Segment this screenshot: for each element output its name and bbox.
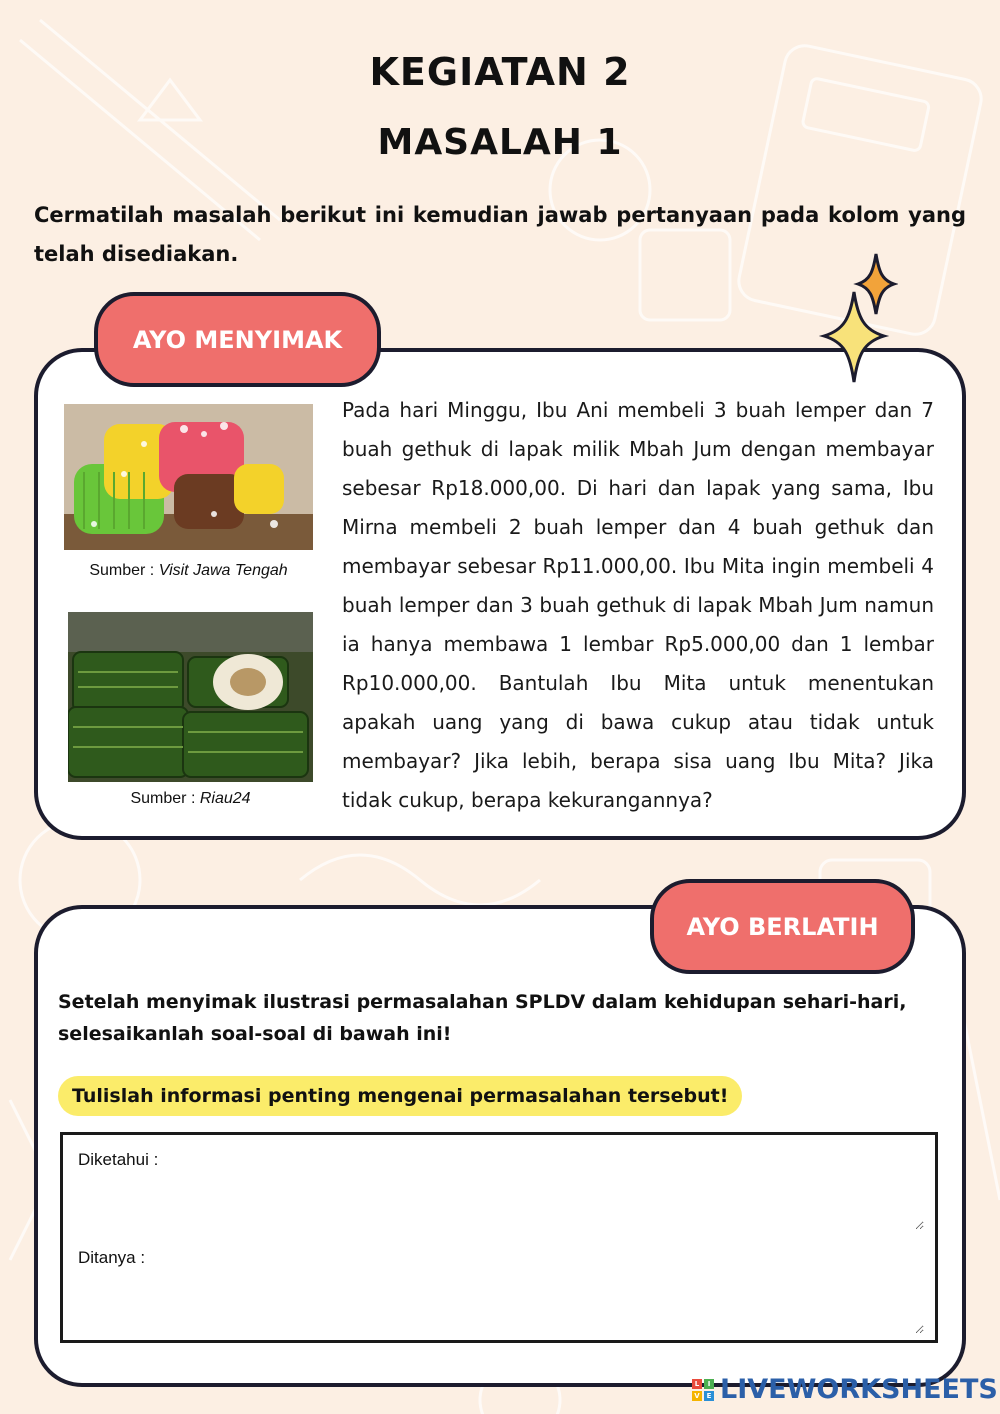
- practice-intro-text: Setelah menyimak ilustrasi permasalahan SPLDV dalam kehidupan sehari-hari, selesaikanlah soal-soal di bawah ini!: [58, 991, 907, 1045]
- page-subtitle: MASALAH 1: [377, 122, 623, 163]
- page-title: KEGIATAN 2: [369, 50, 631, 94]
- sparkle-star-icon: [818, 252, 898, 392]
- known-answer-field[interactable]: [180, 1146, 924, 1230]
- instruction-text: Cermatilah masalah berikut ini kemudian jawab pertanyaan pada kolom yang telah disediakan.: [34, 203, 966, 266]
- brand-name: LIVEWORKSHEETS: [720, 1374, 998, 1405]
- listen-section-label: AYO MENYIMAK: [94, 292, 381, 387]
- asked-answer-field[interactable]: [170, 1244, 924, 1334]
- liveworksheets-brand: [692, 1374, 998, 1405]
- practice-section-label: AYO BERLATIH: [650, 879, 915, 974]
- gethuk-photo: [64, 404, 313, 550]
- known-label: Diketahui :: [78, 1150, 159, 1169]
- asked-label: Ditanya :: [78, 1248, 146, 1267]
- problem-story-text: Pada hari Minggu, Ibu Ani membeli 3 buah lemper dan 7 buah gethuk di lapak milik Mbah Jum dengan membayar sebesar Rp18.000,00. Di hari dan lapak yang sama, Ibu Mirna membeli 2 buah lemper dan 4 buah gethuk dan membayar sebesar Rp11.000,00. Ibu Mita ingin membeli 4 buah lemper dan 3 buah gethuk di lapak Mbah Jum namun ia hanya membawa 1 lembar Rp5.000,00 dan 1 lembar Rp10.000,00. Bantulah Ibu Mita untuk menentukan apakah uang yang di bawa cukup atau tidak untuk membayar? Jika lebih, berapa sisa uang Ibu Mita? Jika tidak cukup, berapa kekurangannya?: [342, 398, 934, 812]
- liveworksheets-logo-icon: L I V E: [692, 1379, 714, 1401]
- gethuk-photo-caption: Sumber : Visit Jawa Tengah: [89, 562, 288, 579]
- lemper-photo: [68, 612, 313, 782]
- task-prompt: Tulislah informasi penting mengenai permasalahan tersebut!: [58, 1076, 742, 1116]
- lemper-photo-caption: Sumber : Riau24: [130, 790, 251, 807]
